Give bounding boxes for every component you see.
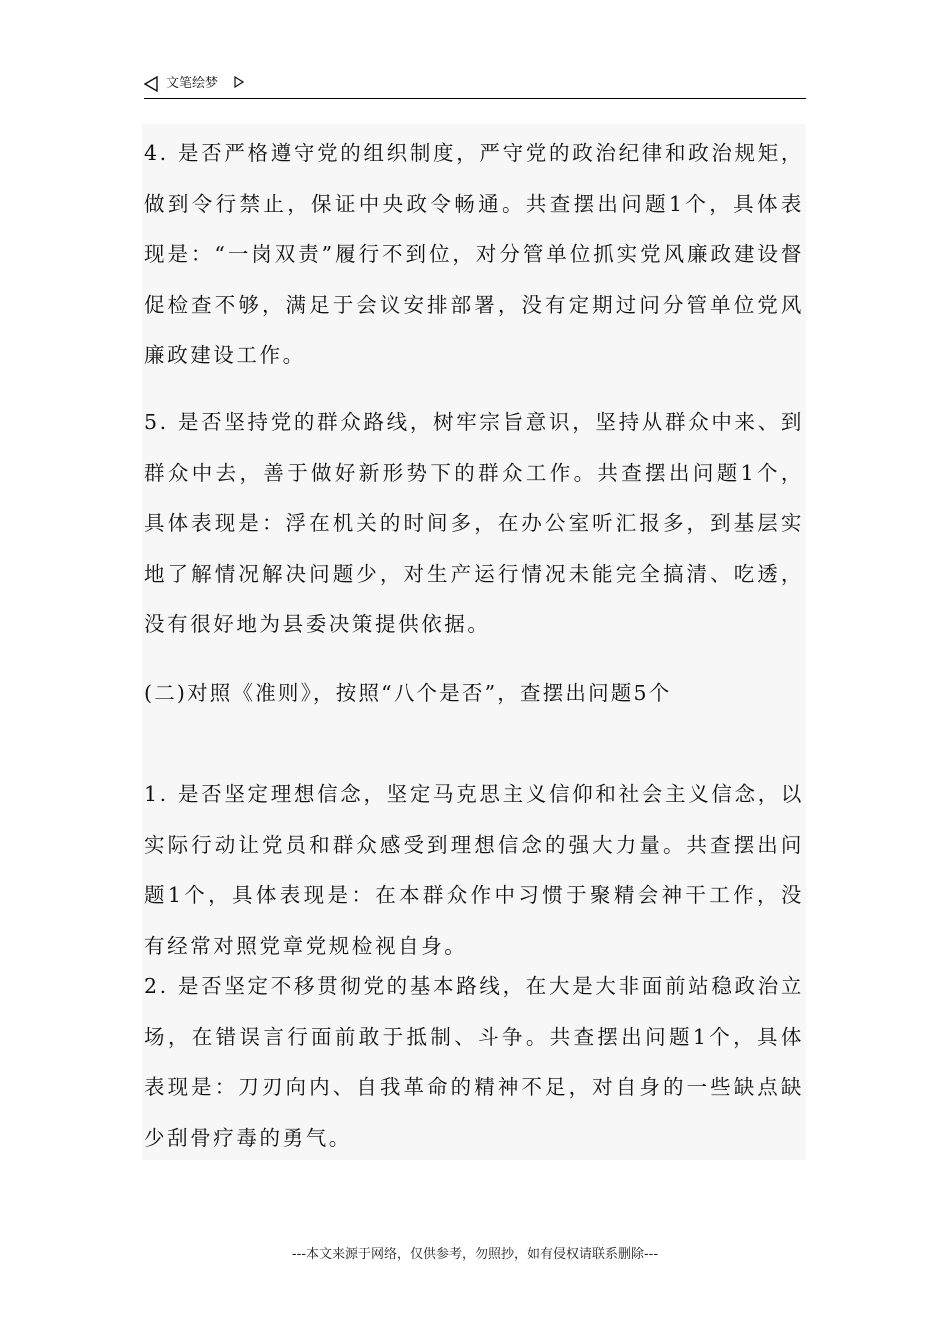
paragraph-item-1: 1. 是否坚定理想信念，坚定马克思主义信仰和社会主义信念，以实际行动让党员和群众感受到理想信念的强大力量。共查摆出问题1个，具体表现是：在本群众作中习惯于聚精会神干工作，没有经常对照党章党规检视自身。 <box>144 782 804 958</box>
header-title: 文笔绘梦 <box>166 76 219 91</box>
page-header <box>144 74 806 99</box>
footer-disclaimer: ---本文来源于网络，仅供参考，勿照抄，如有侵权请联系删除--- <box>291 1247 659 1262</box>
triangle-left-icon <box>144 76 158 92</box>
triangle-right-icon <box>234 76 244 88</box>
document-body <box>142 124 806 1160</box>
paragraph-item-5: 5. 是否坚持党的群众路线，树牢宗旨意识，坚持从群众中来、到群众中去，善于做好新形势下的群众工作。共查摆出问题1个，具体表现是：浮在机关的时间多，在办公室听汇报多，到基层实地了解情况解决问题少，对生产运行情况未能完全搞清、吃透，没有很好地为县委决策提供依据。 <box>144 410 804 636</box>
paragraph-item-4: 4. 是否严格遵守党的组织制度，严守党的政治纪律和政治规矩，做到令行禁止，保证中央政令畅通。共查摆出问题1个，具体表现是：“一岗双责”履行不到位，对分管单位抓实党风廉政建设督促检查不够，满足于会议安排部署，没有定期过问分管单位党风廉政建设工作。 <box>144 141 804 367</box>
section-heading: (二)对照《准则》，按照“八个是否”，查摆出问题5个 <box>144 681 672 705</box>
paragraph-item-2: 2. 是否坚定不移贯彻党的基本路线，在大是大非面前站稳政治立场，在错误言行面前敢于抵制、斗争。共查摆出问题1个，具体表现是：刀刃向内、自我革命的精神不足，对自身的一些缺点缺少刮骨疗毒的勇气。 <box>144 974 804 1150</box>
